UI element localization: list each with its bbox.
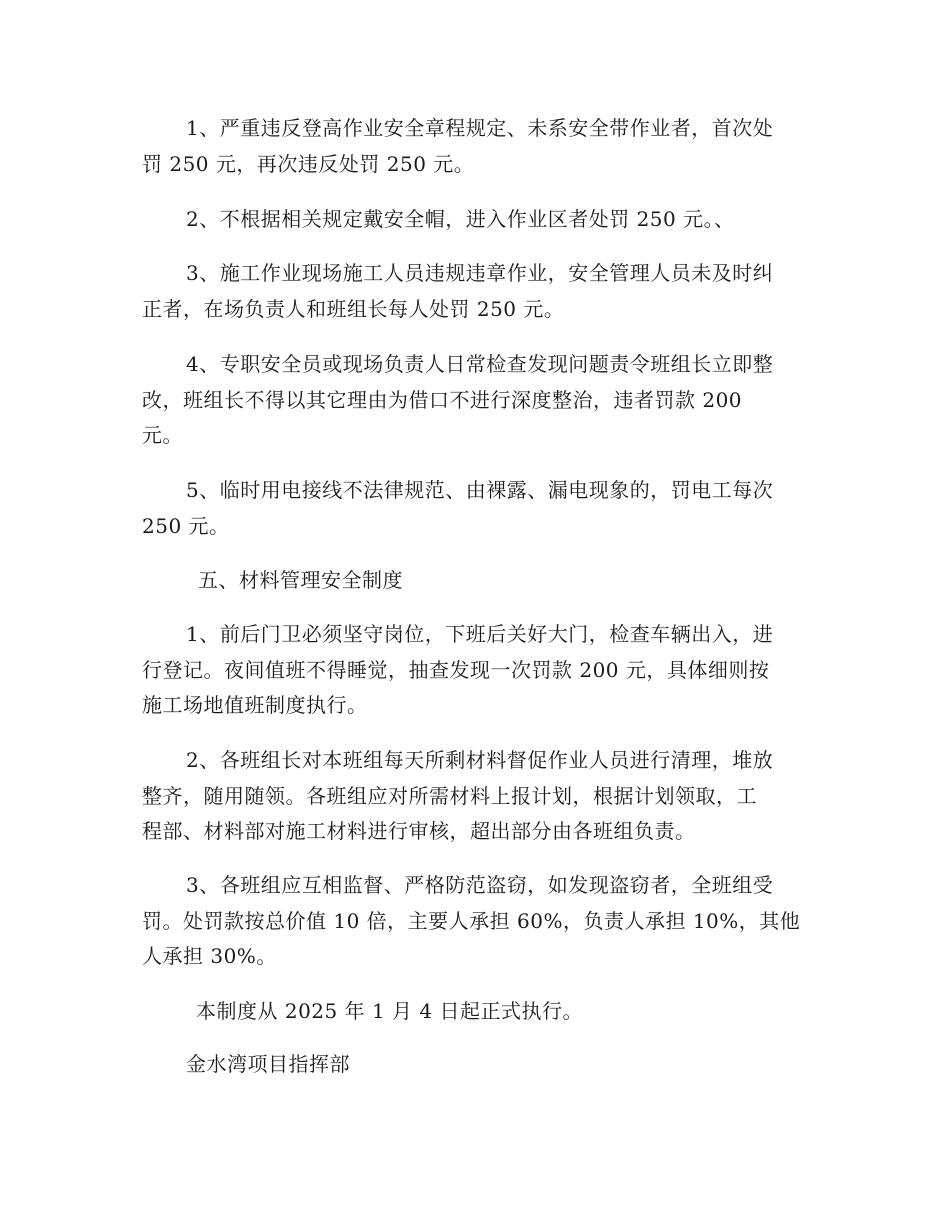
paragraph-line: 罚。处罚款按总价值 10 倍，主要人承担 60%，负责人承担 10%，其他 (142, 909, 801, 933)
paragraph-line: 人承担 30%。 (142, 944, 277, 968)
paragraph-line: 程部、材料部对施工材料进行审核，超出部分由各班组负责。 (142, 819, 696, 843)
signature-line: 金水湾项目指挥部 (186, 1052, 350, 1076)
paragraph-line: 3、施工作业现场施工人员违规违章作业，安全管理人员未及时纠 (186, 261, 774, 285)
paragraph-line: 2、各班组长对本班组每天所剩材料督促作业人员进行清理，堆放 (186, 748, 774, 772)
paragraph-line: 罚 250 元，再次违反处罚 250 元。 (142, 152, 475, 176)
paragraph-line: 正者，在场负责人和班组长每人处罚 250 元。 (142, 297, 565, 321)
paragraph-line: 1、前后门卫必须坚守岗位，下班后关好大门，检查车辆出入，进 (186, 622, 774, 646)
section-heading: 五、材料管理安全制度 (198, 568, 403, 592)
paragraph-line: 元。 (142, 423, 183, 447)
paragraph-line: 250 元。 (142, 514, 230, 538)
paragraph-line: 2、不根据相关规定戴安全帽，进入作业区者处罚 250 元。、 (186, 207, 735, 231)
paragraph-line: 5、临时用电接线不法律规范、由裸露、漏电现象的，罚电工每次 (186, 478, 774, 502)
paragraph-line: 3、各班组应互相监督、严格防范盗窃，如发现盗窃者，全班组受 (186, 873, 774, 897)
paragraph-line: 1、严重违反登高作业安全章程规定、未系安全带作业者，首次处 (186, 116, 774, 140)
paragraph-line: 施工场地值班制度执行。 (142, 693, 368, 717)
paragraph-line: 行登记。夜间值班不得睡觉，抽查发现一次罚款 200 元，具体细则按 (142, 658, 770, 682)
paragraph-line: 整齐，随用随领。各班组应对所需材料上报计划，根据计划领取，工 (142, 784, 757, 808)
paragraph-line: 改，班组长不得以其它理由为借口不进行深度整治，违者罚款 200 (142, 388, 743, 412)
paragraph-line: 4、专职安全员或现场负责人日常检查发现问题责令班组长立即整 (186, 352, 774, 376)
effective-date-line: 本制度从 2025 年 1 月 4 日起正式执行。 (196, 999, 583, 1023)
